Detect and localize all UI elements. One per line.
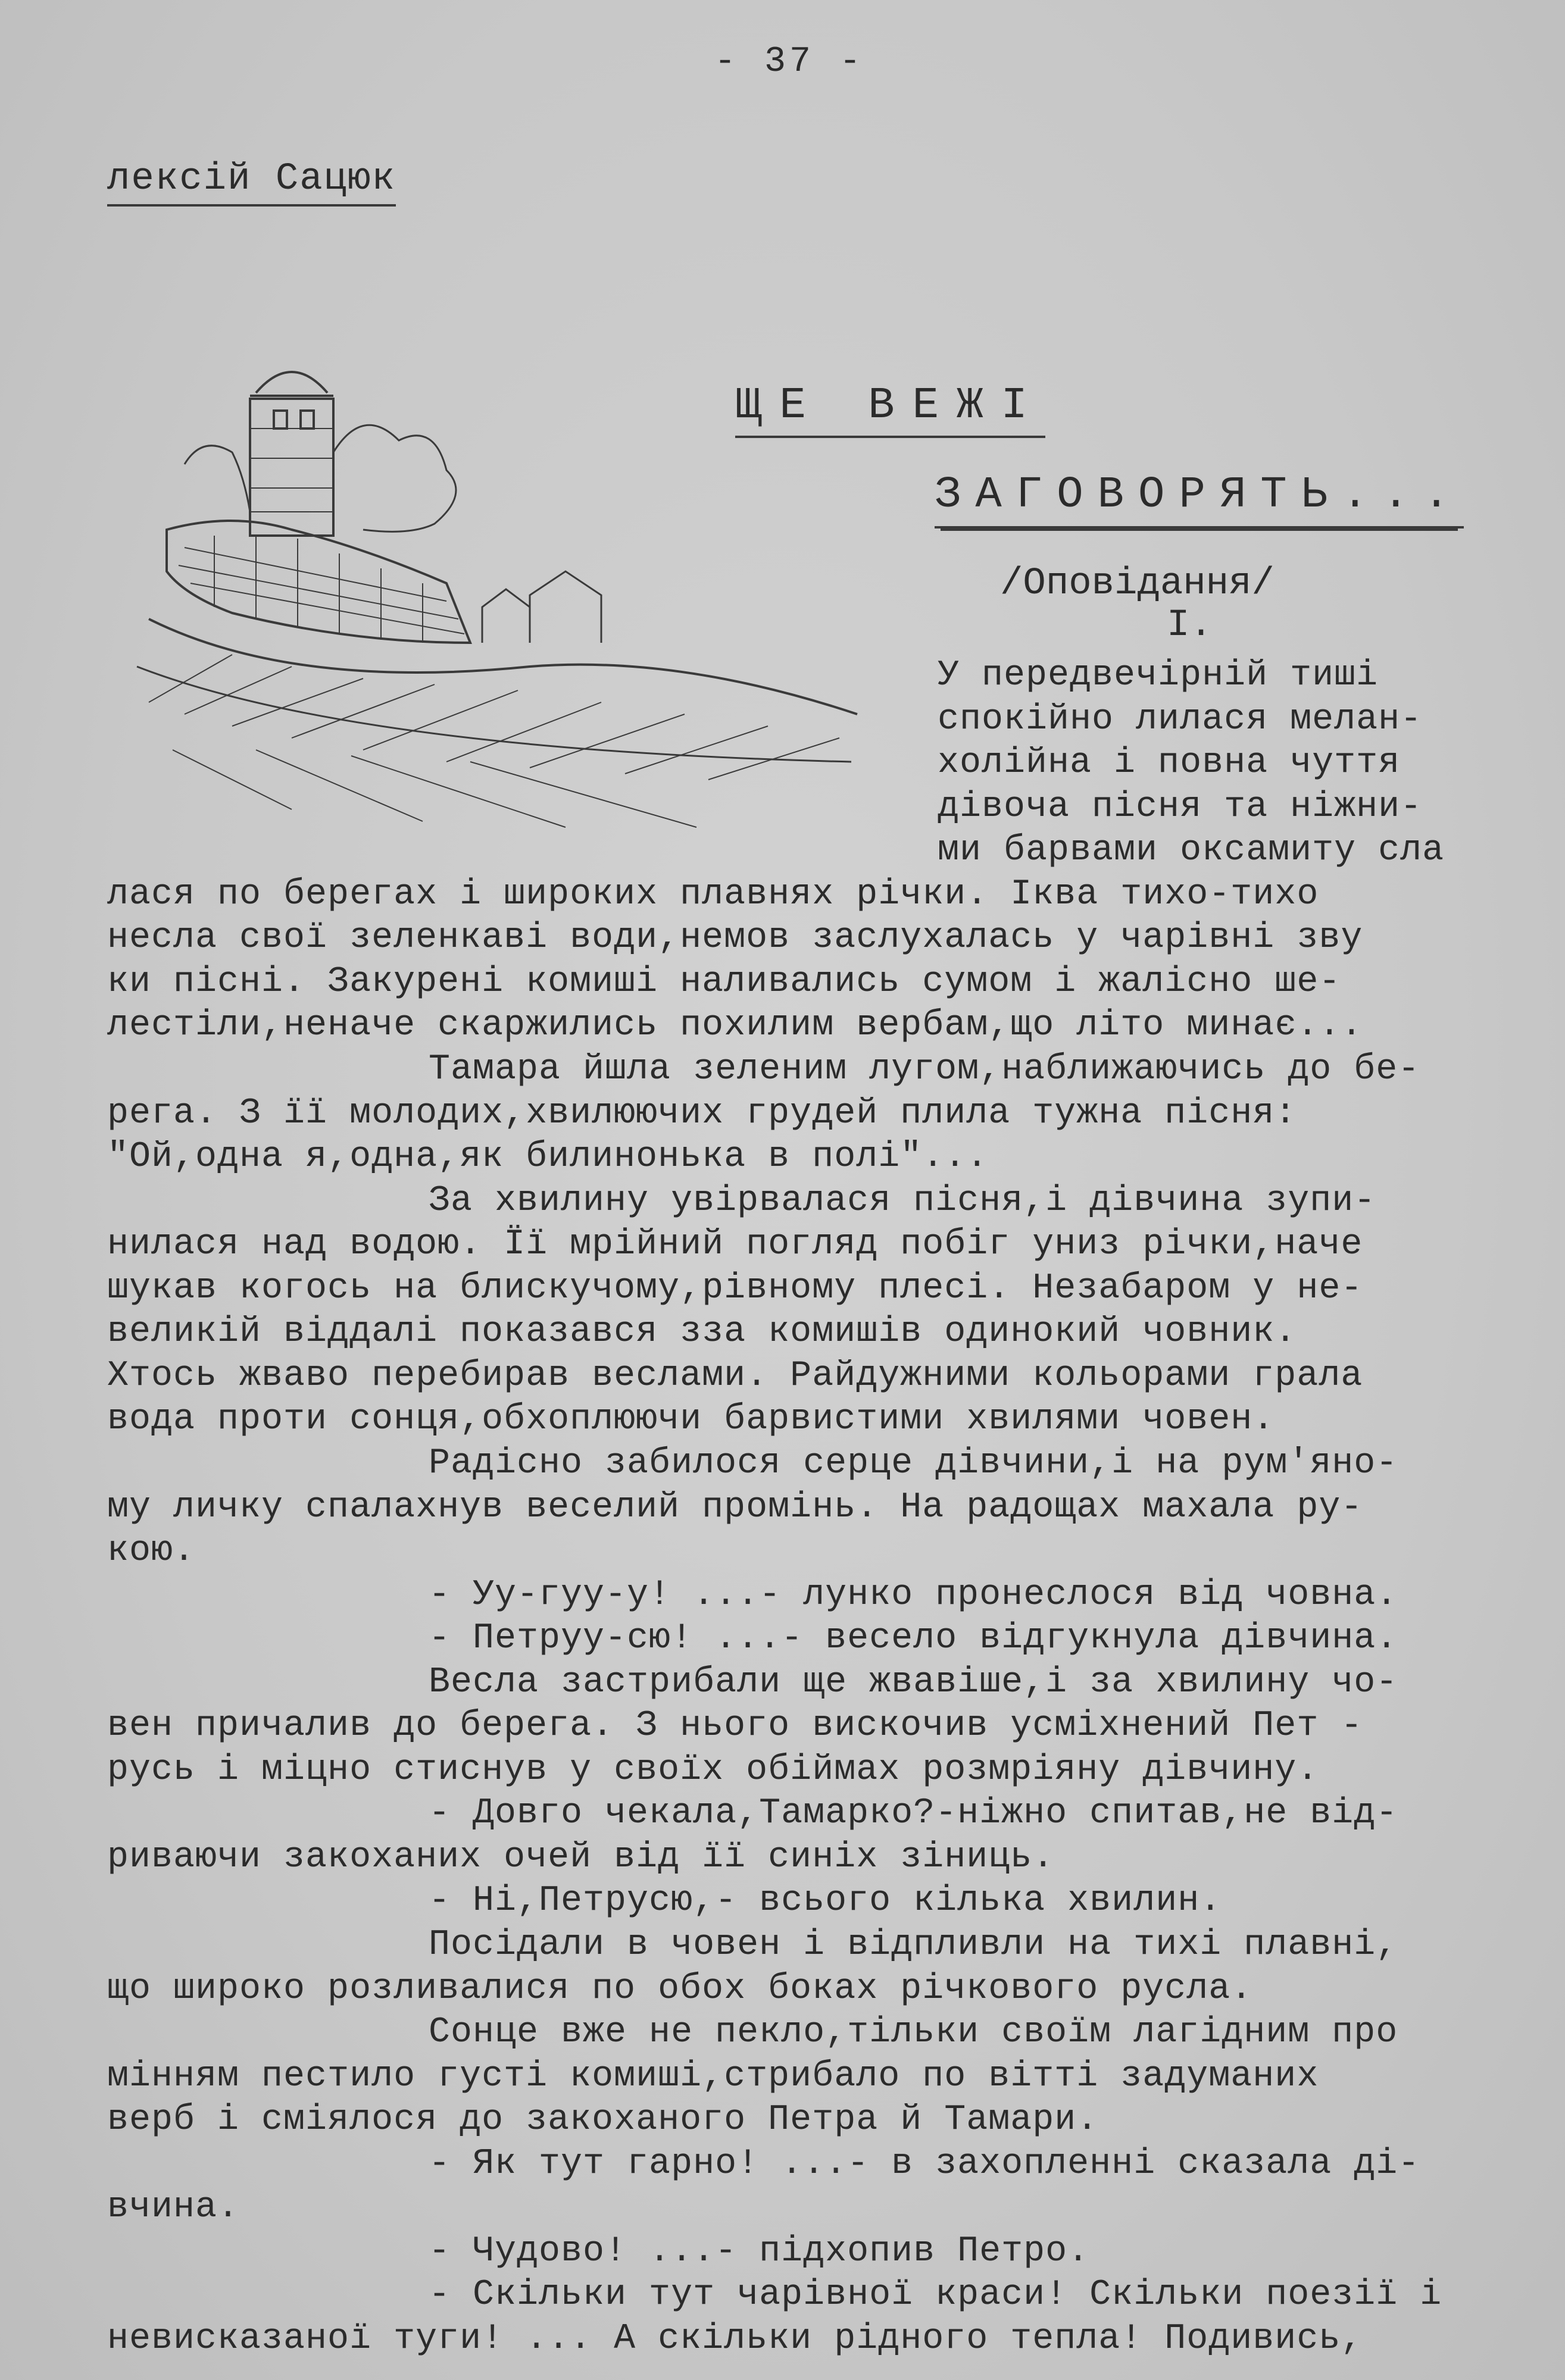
text-line: шукав когось на блискучому,рівному плесі. Незабаром у не- xyxy=(107,1268,1363,1309)
section-number: І. xyxy=(1167,604,1213,647)
text-line: вчина. xyxy=(107,2187,240,2228)
text-line: му личку спалахнув веселий промінь. На радощах махала ру- xyxy=(107,1487,1363,1528)
text-line: - Чудово! ...- підхопив Петро. xyxy=(429,2231,1090,2272)
text-line: "Ой,одна я,одна,як билинонька в полі"... xyxy=(107,1137,989,1177)
page-number: - 37 - xyxy=(714,42,865,82)
text-line: За хвилину увірвалася пісня,і дівчина зупи- xyxy=(429,1181,1376,1221)
text-line: - Ні,Петрусю,- всього кілька хвилин. xyxy=(429,1881,1222,1921)
story-title-line-2: ЗАГОВОРЯТЬ... xyxy=(935,470,1464,528)
text-line: Тамара йшла зеленим лугом,наближаючись до бе- xyxy=(429,1049,1420,1090)
text-line: Радісно забилося серце дівчини,і на рум'яно- xyxy=(429,1443,1398,1484)
text-line: русь і міцно стиснув у своїх обіймах розмріяну дівчину. xyxy=(107,1750,1319,1790)
text-line: рега. З її молодих,хвилюючих грудей плила тужна пісня: xyxy=(107,1093,1297,1134)
tower-on-hill-sketch-icon xyxy=(137,372,857,827)
text-line: риваючи закоханих очей від її синіх зіниць. xyxy=(107,1837,1055,1878)
text-line: великій віддалі показався зза комишів одинокий човник. xyxy=(107,1312,1297,1352)
text-line: Весла застрибали ще жвавіше,і за хвилину чо- xyxy=(429,1662,1398,1703)
text-line: - Петруу-сю! ...- весело відгукнула дівчина. xyxy=(429,1618,1398,1659)
text-line: що широко розливалися по обох боках річкового русла. xyxy=(107,1969,1253,2009)
text-line: - Довго чекала,Тамарко?-ніжно спитав,не від- xyxy=(429,1793,1398,1834)
text-line: Хтось жваво перебирав веслами. Райдужними кольорами грала xyxy=(107,1356,1363,1396)
text-line: нилася над водою. Її мрійний погляд побіг униз річки,наче xyxy=(107,1224,1363,1265)
text-line: невисказаної туги! ... А скільки рідного тепла! Подивись, xyxy=(107,2319,1363,2359)
author-name: лексій Сацюк xyxy=(107,158,396,207)
text-line: холійна і повна чуття xyxy=(938,743,1401,783)
text-line: - Уу-гуу-у! ...- лунко пронеслося від човна. xyxy=(429,1575,1398,1615)
text-line: верб і сміялося до закоханого Петра й Тамари. xyxy=(107,2100,1099,2140)
text-line: У передвечірній тиші xyxy=(938,655,1379,696)
text-line: - Як тут гарно! ...- в захопленні сказала ді- xyxy=(429,2144,1420,2184)
text-line: мінням пестило густі комиші,стрибало по вітті задуманих xyxy=(107,2056,1319,2097)
text-line: кою. xyxy=(107,1531,196,1571)
text-line: дівоча пісня та ніжни- xyxy=(938,787,1423,827)
text-line: Сонце вже не пекло,тільки своїм лагідним про xyxy=(429,2012,1398,2053)
text-line: спокійно лилася мелан- xyxy=(938,699,1423,740)
text-line: лестіли,неначе скаржились похилим вербам,що літо минає... xyxy=(107,1005,1363,1046)
story-title-line-1: ЩЕ ВЕЖІ xyxy=(735,381,1045,438)
text-line: - Скільки тут чарівної краси! Скільки поезії і xyxy=(429,2275,1442,2315)
story-subtitle: /Оповідання/ xyxy=(1000,562,1275,605)
text-line: вода проти сонця,обхоплюючи барвистими хвилями човен. xyxy=(107,1399,1275,1440)
text-line: вен причалив до берега. З нього вискочив усміхнений Пет - xyxy=(107,1706,1363,1746)
text-line: ки пісні. Закурені комиші наливались сумом і жалісно ше- xyxy=(107,962,1341,1002)
text-line: лася по берегах і широких плавнях річки. Іква тихо-тихо xyxy=(107,874,1319,915)
text-line: несла свої зеленкаві води,немов заслухалась у чарівні зву xyxy=(107,918,1363,958)
text-line: Посідали в човен і відпливли на тихі плавні, xyxy=(429,1925,1398,1965)
text-line: ми барвами оксамиту сла xyxy=(938,830,1445,871)
